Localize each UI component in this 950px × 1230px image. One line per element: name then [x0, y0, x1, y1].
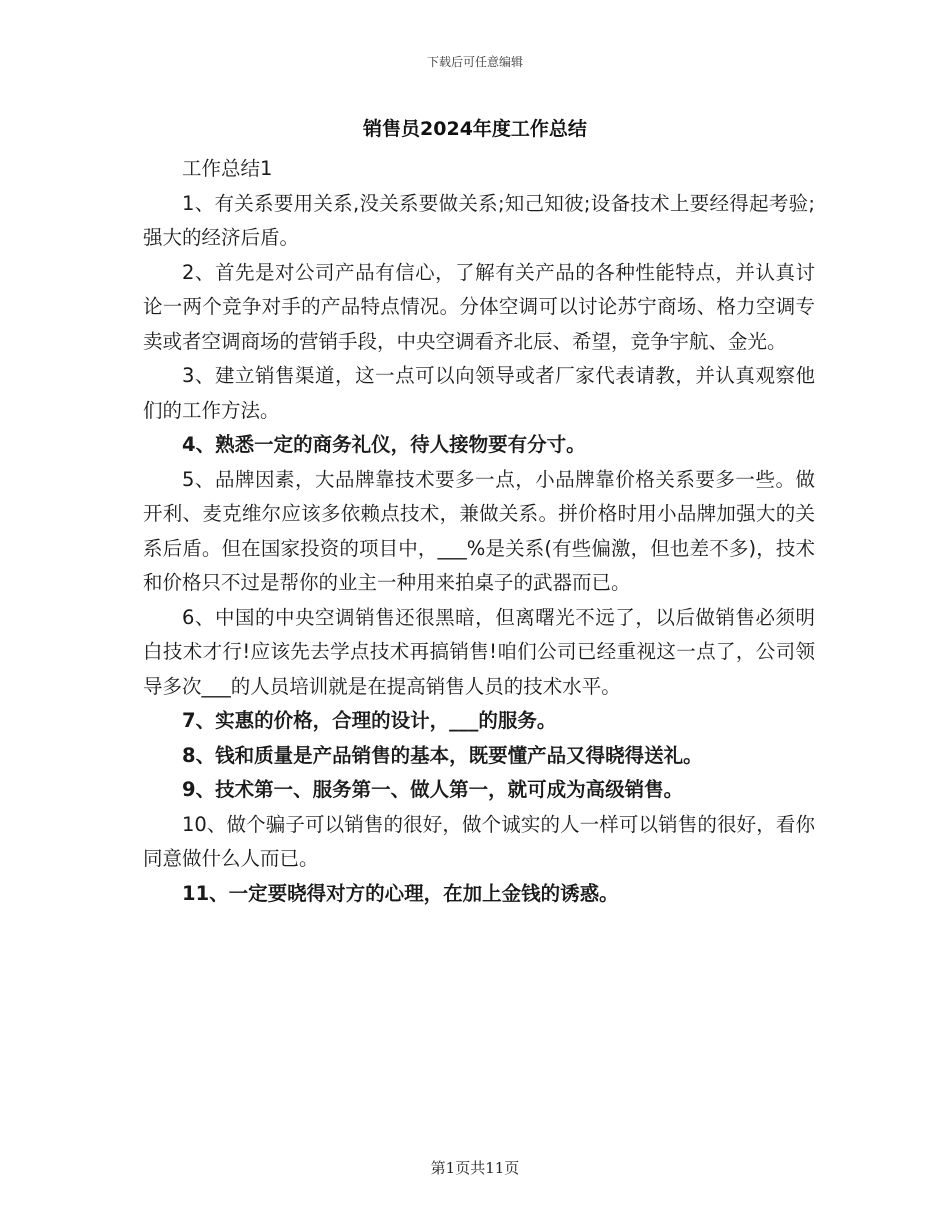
- paragraph-3: 3、建立销售渠道，这一点可以向领导或者厂家代表请教，并认真观察他们的工作方法。: [143, 364, 815, 422]
- paragraph-6: 6、中国的中央空调销售还很黑暗，但离曙光不远了，以后做销售必须明白技术才行!应该先去学点技术再搞销售!咱们公司已经重视这一点了，公司领导多次___的人员培训就是在提高销售人员的技术水平。: [143, 605, 815, 698]
- paragraph-10: 10、做个骗子可以销售的很好，做个诚实的人一样可以销售的很好，看你同意做什么人而已。: [143, 812, 815, 870]
- paragraph-7: 7、实惠的价格，合理的设计，___的服务。: [182, 709, 557, 732]
- page-header: 下载后可任意编辑: [426, 55, 523, 69]
- paragraph-4: 4、熟悉一定的商务礼仪，待人接物要有分寸。: [182, 433, 586, 456]
- document-title: 销售员2024年度工作总结: [363, 118, 587, 140]
- paragraph-8: 8、钱和质量是产品销售的基本，既要懂产品又得晓得送礼。: [182, 743, 703, 767]
- paragraph-5: 5、品牌因素，大品牌靠技术要多一点，小品牌靠价格关系要多一些。做开利、麦克维尔应该多依赖点技术，兼做关系。拼价格时用小品牌加强大的关系后盾。但在国家投资的项目中，___%是关系(有些偏激，但也差不多)，技术和价格只不过是帮你的业主一种用来拍桌子的武器而已。: [143, 467, 815, 594]
- paragraph-11: 11、一定要晓得对方的心理，在加上金钱的诱惑。: [182, 881, 619, 905]
- paragraph-2: 2、首先是对公司产品有信心，了解有关产品的各种性能特点，并认真讨论一两个竞争对手的产品特点情况。分体空调可以讨论苏宁商场、格力空调专卖或者空调商场的营销手段，中央空调看齐北辰、希望，竞争宇航、金光。: [143, 260, 815, 353]
- paragraph-1: 1、有关系要用关系,没关系要做关系;知己知彼;设备技术上要经得起考验;强大的经济后盾。: [143, 191, 815, 249]
- paragraph-9: 9、技术第一、服务第一、做人第一，就可成为高级销售。: [182, 778, 684, 801]
- page-footer: 第1页共11页: [430, 1159, 520, 1177]
- section-label: 工作总结1: [182, 157, 273, 180]
- document-body: [143, 152, 815, 911]
